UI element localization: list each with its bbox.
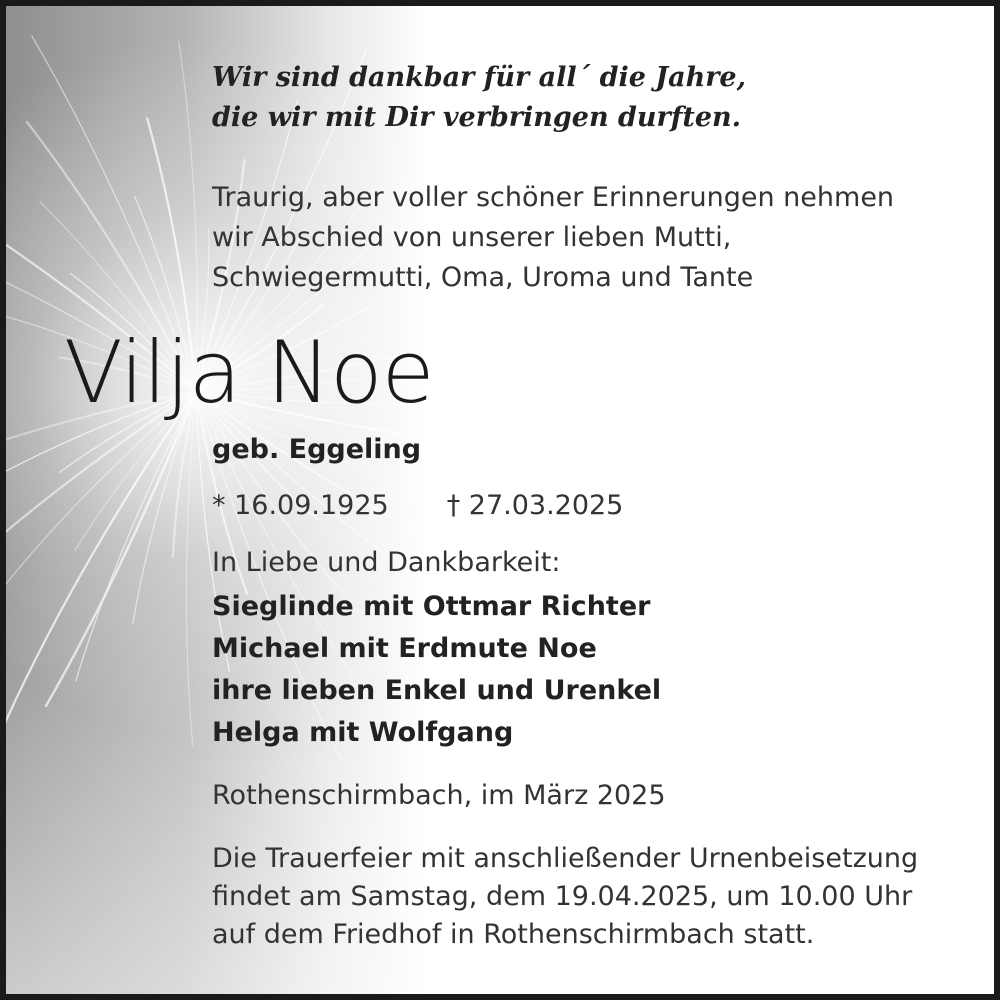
mourner-name: ihre lieben Enkel und Urenkel — [212, 675, 662, 706]
mourners-list — [212, 586, 661, 754]
mourner-name: Sieglinde mit Ottmar Richter — [212, 591, 651, 622]
life-dates — [212, 486, 623, 526]
intro-text — [212, 178, 894, 298]
service-line: findet am Samstag, dem 19.04.2025, um 10.00 Uhr — [212, 881, 913, 912]
motto-line: Wir sind dankbar für all´ die Jahre, — [212, 62, 747, 93]
deceased-name: Vilja Noe — [64, 323, 434, 423]
service-line: auf dem Friedhof in Rothenschirmbach statt. — [212, 919, 815, 950]
place-and-date: Rothenschirmbach, im März 2025 — [212, 780, 666, 811]
motto-line: die wir mit Dir verbringen durften. — [212, 102, 742, 133]
mourners-heading: In Liebe und Dankbarkeit: — [212, 547, 561, 578]
service-line: Die Trauerfeier mit anschließender Urnenbeisetzung — [212, 843, 919, 874]
intro-line: wir Abschied von unserer lieben Mutti, — [212, 222, 732, 253]
death-date: † 27.03.2025 — [446, 490, 624, 521]
intro-line: Schwiegermutti, Oma, Uroma und Tante — [212, 262, 754, 293]
birth-date: * 16.09.1925 — [212, 490, 389, 521]
mourner-name: Michael mit Erdmute Noe — [212, 633, 597, 664]
birth-name: geb. Eggeling — [212, 434, 422, 465]
motto-quote — [212, 58, 746, 138]
mourner-name: Helga mit Wolfgang — [212, 717, 514, 748]
intro-line: Traurig, aber voller schöner Erinnerungen nehmen — [212, 182, 895, 213]
funeral-service-info — [212, 840, 918, 954]
